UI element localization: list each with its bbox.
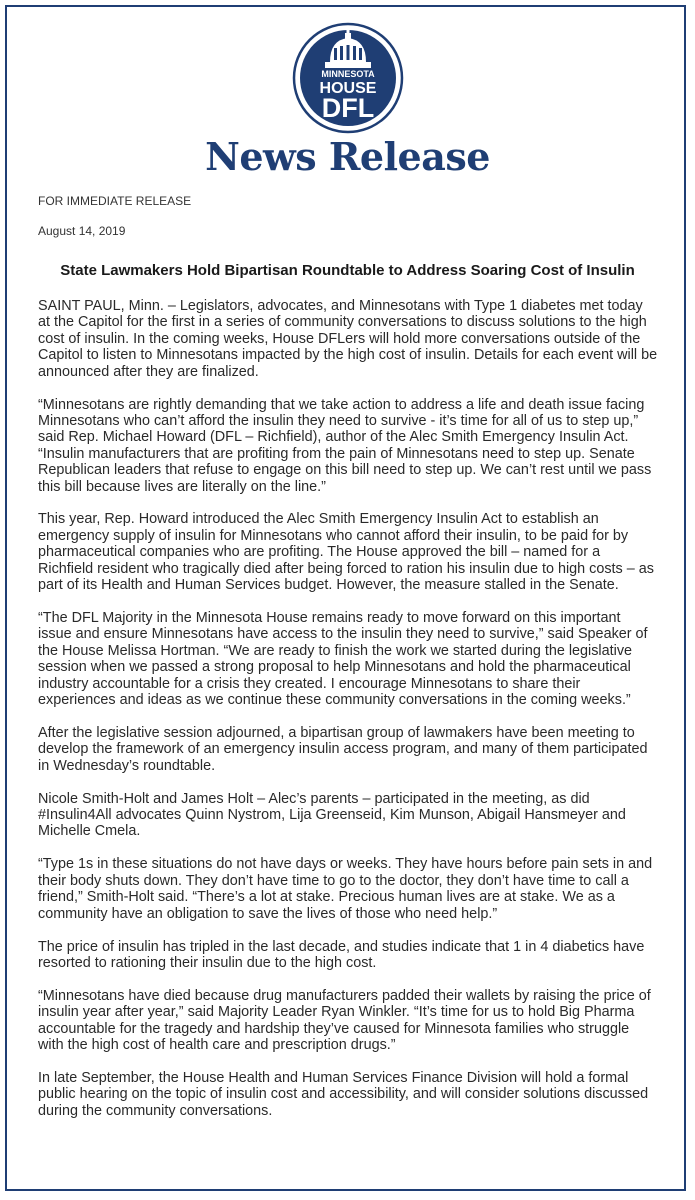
page-title: News Release <box>205 134 490 179</box>
paragraph: The price of insulin has tripled in the last decade, and studies indicate that 1 in 4 diabetics have resorted to rationing their insulin due to the high cost. <box>38 938 645 971</box>
headline: State Lawmakers Hold Bipartisan Roundtable to Address Soaring Cost of Insulin <box>60 262 635 279</box>
paragraph: “The DFL Majority in the Minnesota House remains ready to move forward on this important issue and ensure Minnesotans have access to the insulin they need to survive,” said Speaker of the House Melissa Hortman. “We are ready to finish the work we started during the legislative session when we passed a strong proposal to help Minnesotans and hold the pharmaceutical industry accountable for a crisis they created. I encourage Minnesotans to share their experiences and ideas as we continue these community conversations in the coming weeks.” <box>38 610 648 709</box>
logo-line3: DFL <box>321 93 374 123</box>
article-body <box>38 298 658 1136</box>
paragraph: After the legislative session adjourned, a bipartisan group of lawmakers have been meeting to develop the framework of an emergency insulin access program, and many of them participated in Wednesday’s roundtable. <box>38 724 648 774</box>
paragraph: SAINT PAUL, Minn. – Legislators, advocates, and Minnesotans with Type 1 diabetes met today at the Capitol for the first in a series of community conversations to discuss solutions to the high cost of insulin. In the coming weeks, House DFLers will hold more conversations outside of the Capitol to listen to Minnesotans impacted by the high cost of insulin. Details for each event will be announced after they are finalized. <box>38 298 658 380</box>
paragraph: “Type 1s in these situations do not have days or weeks. They have hours before pain sets in and their body shuts down. They don’t have time to go to the doctor, they don’t have time to call a friend,” Smith-Holt said. “There’s a lot at stake. Precious human lives are at stake. We as a community have an obligation to save the lives of those who need help.” <box>38 856 653 922</box>
logo-line1: MINNESOTA <box>320 69 375 79</box>
paragraph: “Minnesotans have died because drug manufacturers padded their wallets by raising the price of insulin year after year,” said Majority Leader Ryan Winkler. “It’s time for us to hold Big Pharma accountable for the tragedy and hardship they’ve caused for Minnesota families who struggle with the high cost of health care and prescription drugs.” <box>38 987 651 1054</box>
release-type: FOR IMMEDIATE RELEASE <box>38 194 192 208</box>
paragraph: “Minnesotans are rightly demanding that we take action to address a life and death issue facing Minnesotans who can’t afford the insulin they need to survive - it’s time for all of us to step up,” said Rep. Michael Howard (DFL – Richfield), author of the Alec Smith Emergency Insulin Act. “Insulin manufacturers that are profiting from the pain of Minnesotans need to step up. Senate Republican leaders that refuse to engage on this bill need to step up. We can’t rest until we pass this bill because lives are literally on the line.” <box>38 396 652 495</box>
paragraph: Nicole Smith-Holt and James Holt – Alec’s parents – participated in the meeting, as did #Insulin4All advocates Quinn Nystrom, Lija Greenseid, Kim Munson, Abigail Hansmeyer and Michelle Cmela. <box>38 790 626 840</box>
paragraph: This year, Rep. Howard introduced the Alec Smith Emergency Insulin Act to establish an emergency supply of insulin for Minnesotans who cannot afford their insulin, to be paid for by pharmaceutical companies who are profiting. The House approved the bill – named for a Richfield resident who tragically died after being forced to ration his insulin due to high costs – as part of its Health and Human Services budget. However, the measure stalled in the Senate. <box>38 511 654 594</box>
release-date: August 14, 2019 <box>38 224 126 238</box>
minnesota-house-dfl-logo <box>292 22 404 134</box>
logo-line2: HOUSE <box>319 80 376 97</box>
paragraph: In late September, the House Health and Human Services Finance Division will hold a formal public hearing on the topic of insulin cost and accessibility, and will consider solutions discussed during the community conversations. <box>38 1069 649 1119</box>
logo-area <box>0 22 695 138</box>
